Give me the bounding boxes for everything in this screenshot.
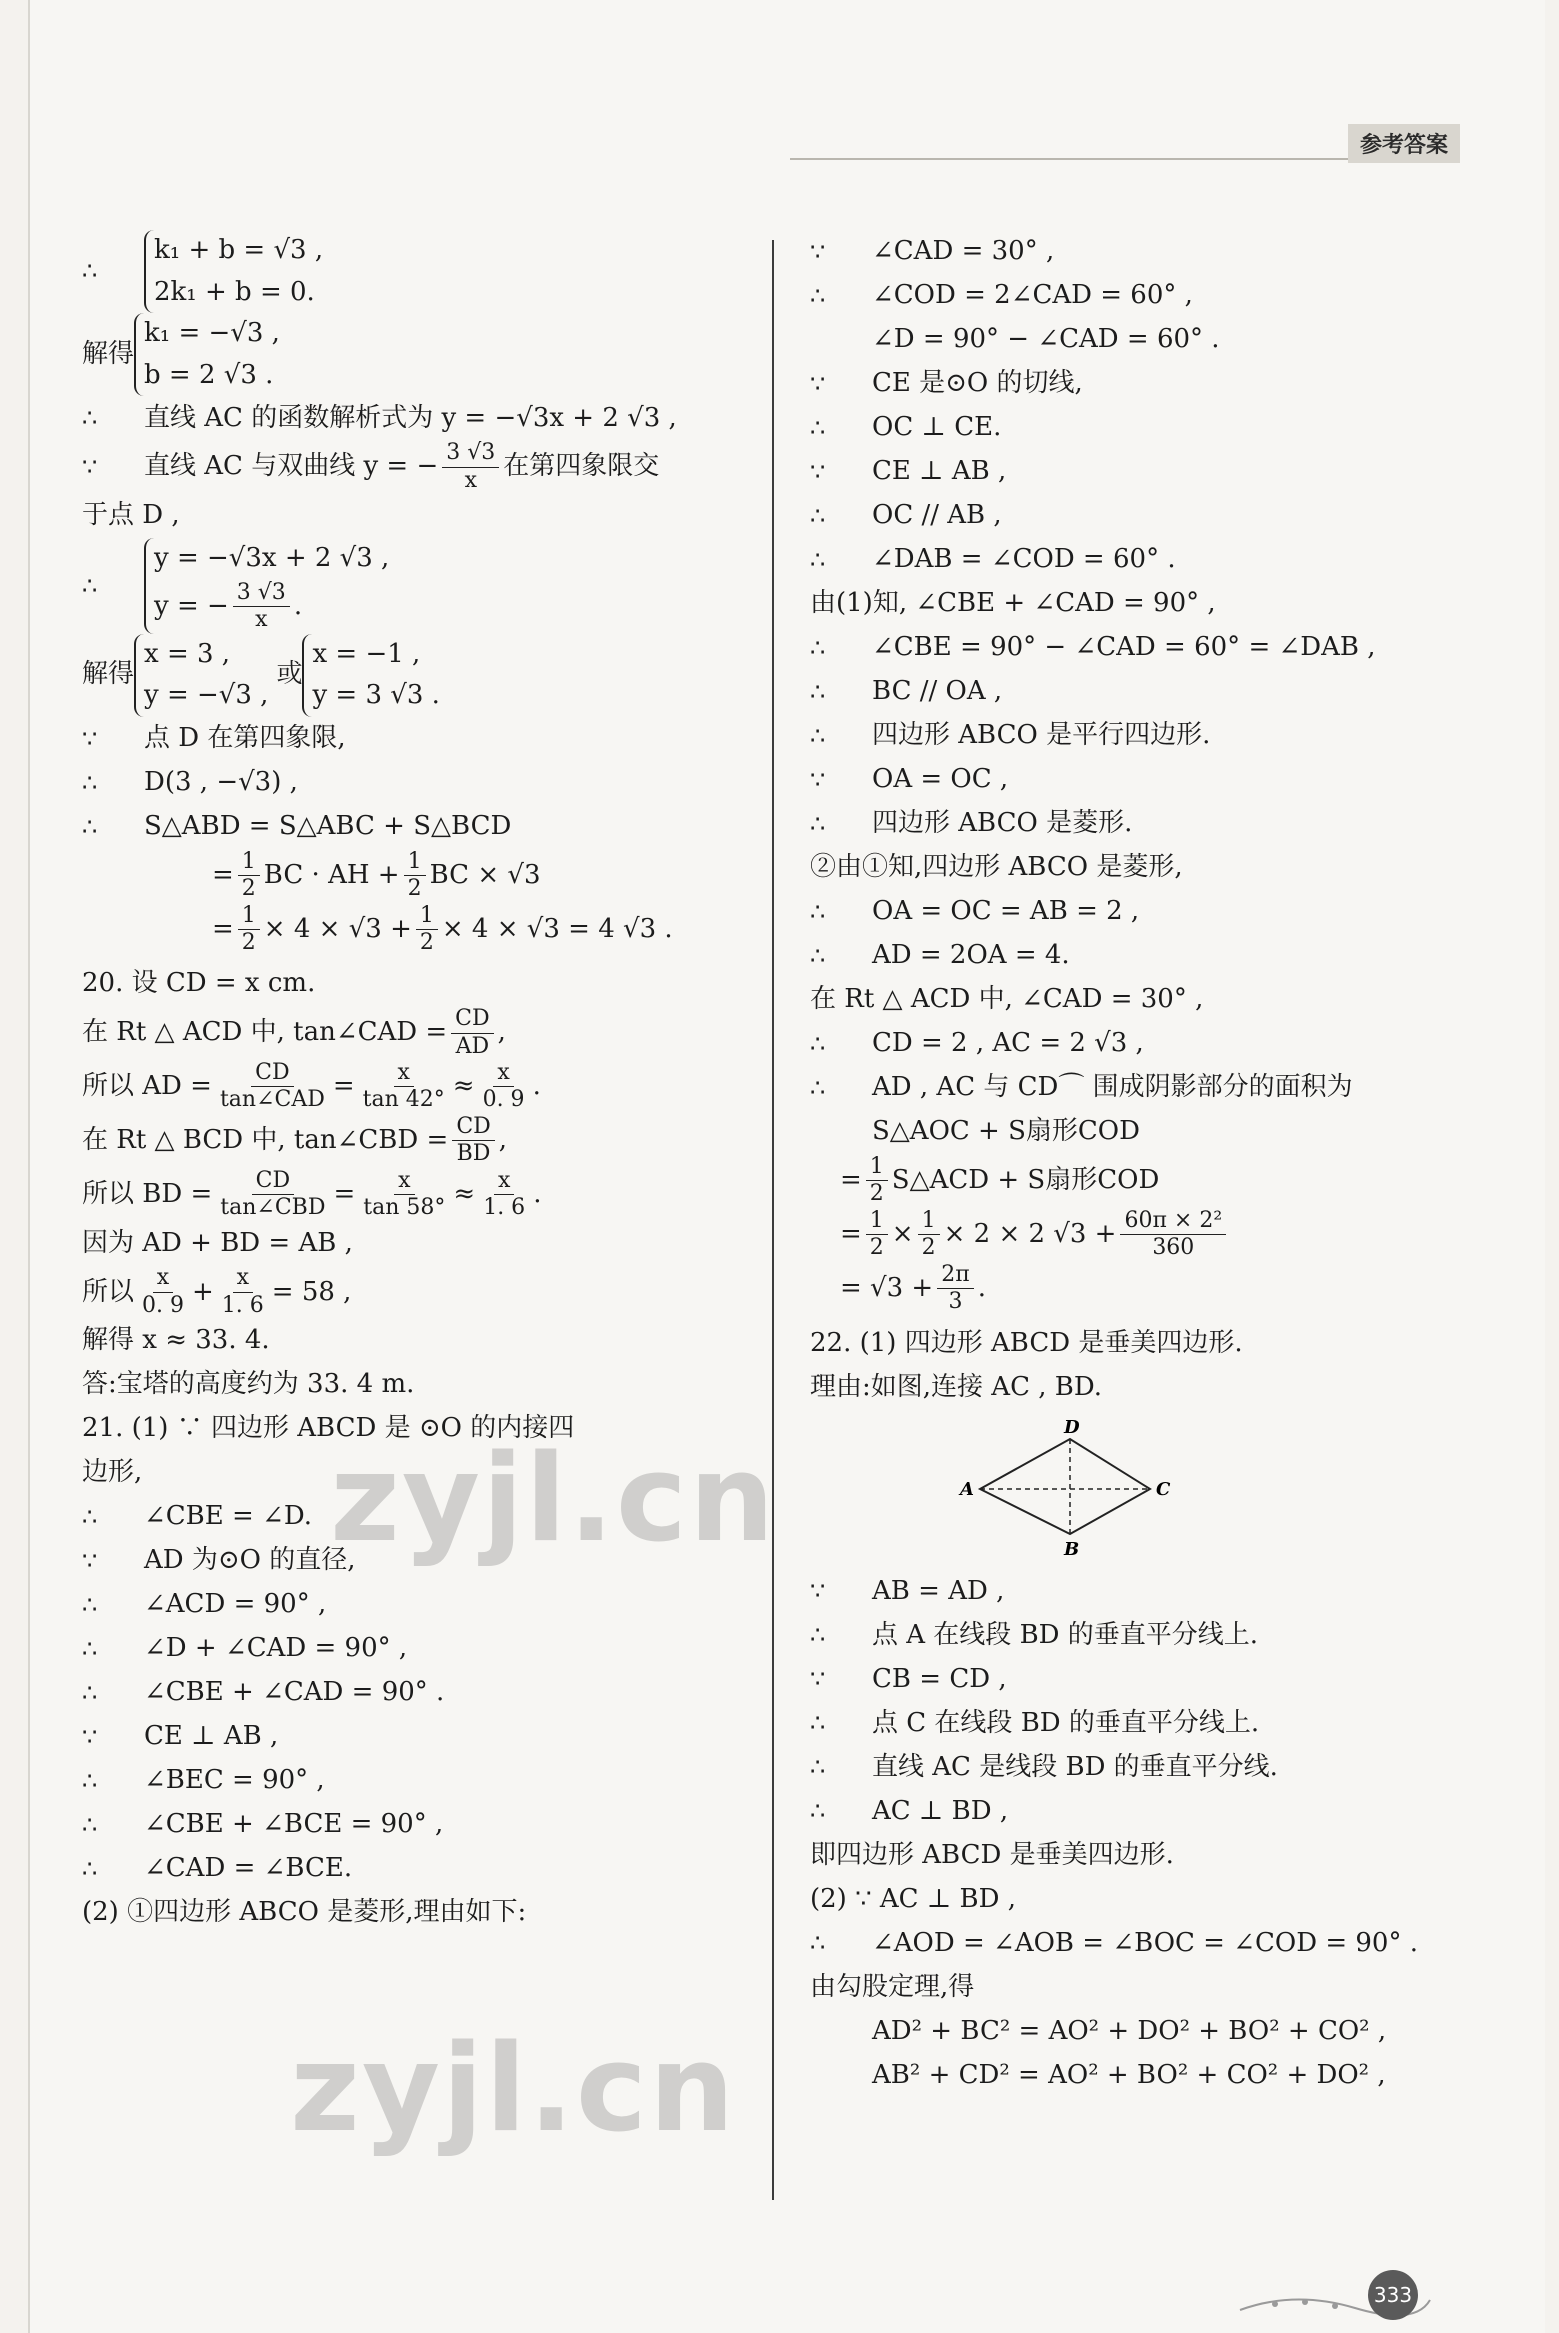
equation: k₁ + b = √3 , bbox=[154, 235, 324, 265]
numerator: x bbox=[233, 1265, 253, 1292]
therefore-symbol: ∴ bbox=[82, 1590, 98, 1619]
numerator: 3 √3 bbox=[233, 580, 290, 607]
therefore-symbol: ∴ bbox=[82, 571, 98, 600]
text-line bbox=[810, 1965, 1500, 2009]
denominator: 0. 9 bbox=[482, 1087, 525, 1113]
therefore-symbol: ∴ bbox=[82, 1810, 98, 1839]
text: 点 C 在线段 BD 的垂直平分线上. bbox=[872, 1707, 1260, 1738]
text-line bbox=[810, 1745, 1500, 1789]
equation: y = −√3x + 2 √3 , bbox=[154, 543, 390, 574]
therefore-symbol: ∴ bbox=[810, 1029, 826, 1058]
therefore-symbol: ∴ bbox=[82, 1854, 98, 1883]
text: CB = CD , bbox=[872, 1663, 1007, 1694]
text: ≈ bbox=[452, 1071, 475, 1102]
text-line bbox=[810, 846, 1500, 890]
fraction bbox=[937, 1262, 973, 1316]
text-line bbox=[82, 805, 722, 849]
text: ∠CBE = 90° − ∠CAD = 60° = ∠DAB , bbox=[872, 632, 1376, 663]
text: . bbox=[977, 1272, 986, 1303]
text-line bbox=[82, 1627, 722, 1671]
equation: y = −√3 , bbox=[144, 680, 269, 711]
brace-system bbox=[134, 634, 268, 717]
text: S△ABD = S△ABC + S△BCD bbox=[144, 810, 512, 841]
text: 解得 x ≈ 33. 4. bbox=[82, 1325, 270, 1356]
therefore-symbol: ∴ bbox=[810, 633, 826, 662]
page-header bbox=[790, 118, 1460, 160]
fraction bbox=[404, 849, 426, 903]
text-line bbox=[810, 934, 1500, 978]
denominator: 360 bbox=[1152, 1235, 1195, 1261]
text-line bbox=[810, 1701, 1500, 1745]
text-line bbox=[810, 362, 1500, 406]
text: 解得 bbox=[82, 659, 135, 690]
problem-22-heading bbox=[810, 1321, 1500, 1365]
text-line bbox=[810, 450, 1500, 494]
numerator: 1 bbox=[238, 849, 260, 876]
text-line bbox=[810, 758, 1500, 802]
text: 由(1)知, ∠CBE + ∠CAD = 90° , bbox=[810, 588, 1216, 619]
text: ∠ACD = 90° , bbox=[144, 1589, 327, 1620]
math-line bbox=[810, 2009, 1500, 2053]
text-line bbox=[810, 538, 1500, 582]
text: AD² + BC² = AO² + DO² + BO² + CO² , bbox=[872, 2015, 1387, 2046]
equation: 2k₁ + b = 0. bbox=[154, 276, 315, 307]
math-line bbox=[82, 1060, 722, 1114]
text: , bbox=[497, 1017, 506, 1048]
text-line bbox=[810, 274, 1500, 318]
text-line bbox=[810, 1833, 1500, 1877]
text-line bbox=[82, 1847, 722, 1891]
numerator: 1 bbox=[238, 903, 260, 930]
fraction bbox=[238, 903, 260, 957]
text-line bbox=[810, 1569, 1500, 1613]
text-line bbox=[810, 582, 1500, 626]
text: ∠BEC = 90° , bbox=[144, 1765, 325, 1796]
fraction bbox=[451, 1006, 493, 1060]
text: BC · AH + bbox=[263, 859, 400, 890]
numerator: 60π × 2² bbox=[1120, 1208, 1226, 1235]
text-line bbox=[810, 1789, 1500, 1833]
denominator: x bbox=[255, 607, 268, 633]
therefore-symbol: ∴ bbox=[810, 1709, 826, 1738]
text-line bbox=[82, 1803, 722, 1847]
text-line bbox=[810, 1921, 1500, 1965]
text: (2) ①四边形 ABCO 是菱形,理由如下: bbox=[82, 1897, 527, 1928]
text-line bbox=[810, 1022, 1500, 1066]
therefore-symbol: ∴ bbox=[810, 941, 826, 970]
fraction bbox=[1120, 1208, 1226, 1262]
text: CE 是⊙O 的切线, bbox=[872, 368, 1083, 399]
kite-diagram bbox=[950, 1419, 1190, 1559]
fraction bbox=[359, 1060, 449, 1114]
text: 在 Rt △ ACD 中, ∠CAD = 30° , bbox=[810, 984, 1204, 1015]
numerator: 1 bbox=[866, 1154, 888, 1181]
text: . bbox=[533, 1178, 542, 1209]
text: ∠CBE + ∠BCE = 90° , bbox=[144, 1809, 444, 1840]
text: y = − bbox=[154, 590, 229, 621]
label-a: A bbox=[960, 1479, 974, 1501]
fraction bbox=[416, 903, 438, 957]
text: + bbox=[192, 1276, 214, 1307]
text-line bbox=[810, 318, 1500, 362]
text: ∠AOD = ∠AOB = ∠BOC = ∠COD = 90° . bbox=[872, 1927, 1418, 1958]
text: = bbox=[333, 1178, 356, 1209]
therefore-symbol: ∴ bbox=[810, 413, 826, 442]
fraction bbox=[218, 1265, 268, 1319]
numerator: 1 bbox=[918, 1208, 940, 1235]
text-line bbox=[82, 1715, 722, 1759]
text: OA = OC , bbox=[872, 764, 1009, 795]
text-line bbox=[810, 1657, 1500, 1701]
text-line bbox=[82, 761, 722, 805]
equation: k₁ = −√3 , bbox=[144, 318, 280, 349]
text-line bbox=[82, 494, 722, 538]
therefore-symbol: ∴ bbox=[810, 721, 826, 750]
text: S△ACD + S扇形COD bbox=[891, 1165, 1160, 1196]
text: ∠DAB = ∠COD = 60° . bbox=[872, 544, 1176, 575]
text: 理由:如图,连接 AC , BD. bbox=[810, 1371, 1103, 1402]
brace-system bbox=[134, 313, 280, 396]
text: × 4 × √3 + bbox=[263, 913, 412, 944]
text: CE ⊥ AB , bbox=[872, 456, 1007, 487]
fraction bbox=[138, 1265, 188, 1319]
text: AD , AC 与 CD⌒ 围成阴影部分的面积为 bbox=[872, 1072, 1353, 1103]
because-symbol: ∵ bbox=[810, 1665, 826, 1694]
therefore-symbol: ∴ bbox=[810, 1929, 826, 1958]
text-line bbox=[810, 1613, 1500, 1657]
denominator: 2 bbox=[869, 1181, 884, 1207]
therefore-symbol: ∴ bbox=[82, 812, 98, 841]
numerator: x bbox=[394, 1060, 414, 1087]
text-line bbox=[82, 1221, 722, 1265]
denominator: 2 bbox=[241, 876, 256, 902]
text: = bbox=[332, 1071, 355, 1102]
fraction bbox=[866, 1154, 888, 1208]
math-line bbox=[82, 849, 722, 903]
because-symbol: ∵ bbox=[82, 724, 98, 753]
therefore-symbol: ∴ bbox=[810, 1753, 826, 1782]
denominator: 2 bbox=[921, 1235, 936, 1261]
fraction bbox=[216, 1060, 329, 1114]
problem-20-heading bbox=[82, 962, 722, 1006]
text: ≈ bbox=[453, 1178, 476, 1209]
text: . bbox=[532, 1071, 541, 1102]
text: 点 A 在线段 BD 的垂直平分线上. bbox=[872, 1619, 1259, 1650]
text: ∠CBE = ∠D. bbox=[144, 1501, 313, 1532]
text: OC // AB , bbox=[872, 500, 1002, 531]
text: ②由①知,四边形 ABCO 是菱形, bbox=[810, 852, 1183, 883]
denominator: x bbox=[464, 467, 477, 493]
label-d: D bbox=[1064, 1419, 1080, 1439]
watermark: zyjl.cn bbox=[290, 2020, 737, 2159]
denominator: 2 bbox=[869, 1235, 884, 1261]
text-line bbox=[810, 978, 1500, 1022]
numerator: 1 bbox=[404, 849, 426, 876]
fraction bbox=[479, 1060, 529, 1114]
text: = 58 , bbox=[271, 1276, 352, 1307]
because-symbol: ∵ bbox=[82, 1546, 98, 1575]
numerator: 3 √3 bbox=[442, 440, 499, 467]
therefore-symbol: ∴ bbox=[810, 281, 826, 310]
text-line bbox=[810, 802, 1500, 846]
watermark: zyjl.cn bbox=[330, 1430, 777, 1569]
text: = bbox=[212, 859, 234, 890]
therefore-symbol: ∴ bbox=[810, 677, 826, 706]
text-line bbox=[810, 230, 1500, 274]
denominator: tan∠CAD bbox=[219, 1087, 325, 1113]
math-line bbox=[82, 1168, 722, 1222]
equation bbox=[154, 580, 389, 634]
text: 直线 AC 是线段 BD 的垂直平分线. bbox=[872, 1751, 1278, 1782]
text-line bbox=[810, 406, 1500, 450]
therefore-symbol: ∴ bbox=[810, 1621, 826, 1650]
equation: y = 3 √3 . bbox=[312, 680, 440, 711]
eq-system-1 bbox=[82, 230, 722, 313]
text-line bbox=[810, 670, 1500, 714]
therefore-symbol: ∴ bbox=[82, 1634, 98, 1663]
numerator: 2π bbox=[937, 1262, 973, 1289]
therefore-symbol: ∴ bbox=[810, 897, 826, 926]
fraction bbox=[479, 1168, 529, 1222]
equation: x = 3 , bbox=[144, 638, 231, 669]
label-b: B bbox=[1064, 1539, 1080, 1560]
therefore-symbol: ∴ bbox=[82, 257, 98, 286]
text: 20. 设 CD = x cm. bbox=[82, 968, 316, 999]
text: × 4 × √3 = 4 √3 . bbox=[441, 913, 673, 944]
text: BC // OA , bbox=[872, 676, 1003, 707]
text: AB = AD , bbox=[872, 1575, 1005, 1606]
solution-2 bbox=[82, 634, 722, 717]
text: = bbox=[840, 1165, 862, 1196]
equation: b = 2 √3 . bbox=[144, 359, 274, 390]
header-tag: 参考答案 bbox=[1348, 124, 1460, 163]
math-line bbox=[810, 1208, 1500, 1262]
solution-1 bbox=[82, 313, 722, 396]
text-line bbox=[82, 440, 722, 494]
math-line bbox=[810, 2053, 1500, 2097]
brace-system bbox=[144, 230, 323, 313]
therefore-symbol: ∴ bbox=[82, 768, 98, 797]
therefore-symbol: ∴ bbox=[810, 545, 826, 574]
fraction bbox=[238, 849, 260, 903]
numerator: CD bbox=[451, 1006, 493, 1033]
because-symbol: ∵ bbox=[810, 457, 826, 486]
text: . bbox=[293, 590, 303, 621]
text: , bbox=[498, 1124, 508, 1155]
denominator: 1. 6 bbox=[221, 1292, 264, 1318]
because-symbol: ∵ bbox=[82, 453, 98, 482]
therefore-symbol: ∴ bbox=[810, 501, 826, 530]
therefore-symbol: ∴ bbox=[82, 1766, 98, 1795]
text: OC ⊥ CE. bbox=[872, 412, 1002, 443]
text: S△AOC + S扇形COD bbox=[872, 1116, 1140, 1147]
therefore-symbol: ∴ bbox=[810, 809, 826, 838]
text: 或 bbox=[276, 659, 303, 690]
denominator: 0. 9 bbox=[142, 1292, 184, 1318]
text: ∠CAD = ∠BCE. bbox=[144, 1853, 353, 1884]
numerator: CD bbox=[251, 1060, 293, 1087]
text: OA = OC = AB = 2 , bbox=[872, 896, 1140, 927]
text-line bbox=[82, 1319, 722, 1363]
text: 于点 D , bbox=[82, 500, 180, 531]
math-line bbox=[810, 1154, 1500, 1208]
left-column bbox=[82, 230, 722, 1935]
text: 直线 AC 与双曲线 y = − bbox=[144, 451, 439, 482]
denominator: 3 bbox=[948, 1288, 963, 1314]
text: ∠D + ∠CAD = 90° , bbox=[144, 1633, 408, 1664]
math-line bbox=[810, 1110, 1500, 1154]
because-symbol: ∵ bbox=[810, 237, 826, 266]
text-line bbox=[810, 1365, 1500, 1409]
numerator: 1 bbox=[416, 903, 438, 930]
denominator: BD bbox=[456, 1141, 491, 1167]
fraction bbox=[918, 1208, 940, 1262]
text: ∠D = 90° − ∠CAD = 60° . bbox=[872, 324, 1220, 355]
text: = bbox=[212, 913, 234, 944]
text: CD = 2 , AC = 2 √3 , bbox=[872, 1028, 1144, 1059]
because-symbol: ∵ bbox=[810, 369, 826, 398]
text: 即四边形 ABCD 是垂美四边形. bbox=[810, 1839, 1174, 1870]
text-line bbox=[810, 714, 1500, 758]
text: 所以 bbox=[82, 1276, 135, 1307]
text: = bbox=[840, 1218, 862, 1249]
fraction bbox=[216, 1168, 329, 1222]
text: 答:宝塔的高度约为 33. 4 m. bbox=[82, 1369, 415, 1400]
text-line bbox=[82, 717, 722, 761]
text: 四边形 ABCO 是平行四边形. bbox=[872, 720, 1211, 751]
column-divider bbox=[772, 240, 774, 2200]
because-symbol: ∵ bbox=[810, 765, 826, 794]
denominator: tan 42° bbox=[362, 1087, 445, 1113]
therefore-symbol: ∴ bbox=[82, 1502, 98, 1531]
page-number: 333 bbox=[1368, 2270, 1418, 2320]
fraction bbox=[866, 1208, 888, 1262]
text: AB² + CD² = AO² + BO² + CO² + DO² , bbox=[872, 2059, 1386, 2090]
fraction bbox=[233, 580, 290, 634]
math-line bbox=[810, 1262, 1500, 1316]
text: ∠CBE + ∠CAD = 90° . bbox=[144, 1677, 445, 1708]
text: 点 D 在第四象限, bbox=[144, 722, 346, 753]
text: (2) ∵ AC ⊥ BD , bbox=[810, 1883, 1017, 1914]
text-line bbox=[82, 1363, 722, 1407]
text-line bbox=[810, 626, 1500, 670]
text: × 2 × 2 √3 + bbox=[943, 1218, 1117, 1249]
text: 在 Rt △ ACD 中, tan∠CAD = bbox=[82, 1017, 448, 1048]
math-line bbox=[82, 903, 722, 957]
text-line bbox=[82, 396, 722, 440]
denominator: 2 bbox=[407, 876, 422, 902]
text: 边形, bbox=[82, 1457, 143, 1488]
text-line bbox=[810, 494, 1500, 538]
numerator: CD bbox=[452, 1114, 494, 1141]
therefore-symbol: ∴ bbox=[810, 1073, 826, 1102]
numerator: x bbox=[153, 1265, 173, 1292]
text: 因为 AD + BD = AB , bbox=[82, 1227, 353, 1258]
text: = √3 + bbox=[840, 1272, 934, 1303]
denominator: AD bbox=[455, 1033, 490, 1059]
text: 直线 AC 的函数解析式为 y = −√3x + 2 √3 , bbox=[144, 402, 677, 433]
text-line bbox=[82, 1759, 722, 1803]
therefore-symbol: ∴ bbox=[82, 404, 98, 433]
text-line bbox=[810, 1877, 1500, 1921]
math-line bbox=[82, 1265, 722, 1319]
fraction bbox=[452, 1114, 494, 1168]
brace-system bbox=[144, 538, 389, 633]
kite-outline bbox=[980, 1439, 1150, 1534]
text-line bbox=[810, 890, 1500, 934]
text: 21. (1) ∵ 四边形 ABCD 是 ⊙O 的内接四 bbox=[82, 1413, 575, 1444]
numerator: CD bbox=[252, 1168, 294, 1195]
eq-system-2 bbox=[82, 538, 722, 633]
because-symbol: ∵ bbox=[82, 1722, 98, 1751]
text: 由勾股定理,得 bbox=[810, 1971, 975, 2002]
math-line bbox=[82, 1006, 722, 1060]
text: 22. (1) 四边形 ABCD 是垂美四边形. bbox=[810, 1327, 1243, 1358]
text: × bbox=[891, 1218, 914, 1249]
equation: x = −1 , bbox=[312, 638, 421, 669]
denominator: tan 58° bbox=[363, 1195, 446, 1221]
numerator: x bbox=[394, 1168, 414, 1195]
numerator: x bbox=[493, 1060, 513, 1087]
fraction bbox=[359, 1168, 449, 1222]
text: AD 为⊙O 的直径, bbox=[144, 1545, 356, 1576]
numerator: x bbox=[494, 1168, 514, 1195]
numerator: 1 bbox=[866, 1208, 888, 1235]
text: 在 Rt △ BCD 中, tan∠CBD = bbox=[82, 1124, 449, 1155]
denominator: tan∠CBD bbox=[220, 1195, 326, 1221]
text: AC ⊥ BD , bbox=[872, 1795, 1009, 1826]
text: 在第四象限交 bbox=[503, 451, 660, 482]
denominator: 2 bbox=[419, 929, 434, 955]
text: 四边形 ABCO 是菱形. bbox=[872, 808, 1133, 839]
right-column bbox=[810, 230, 1500, 2097]
denominator: 2 bbox=[241, 929, 256, 955]
brace-system bbox=[302, 634, 439, 717]
text: ∠CAD = 30° , bbox=[872, 236, 1055, 267]
text: 解得 bbox=[82, 338, 135, 369]
text: AD = 2OA = 4. bbox=[872, 940, 1070, 971]
therefore-symbol: ∴ bbox=[82, 1678, 98, 1707]
text: ∠COD = 2∠CAD = 60° , bbox=[872, 280, 1193, 311]
text-line bbox=[82, 1671, 722, 1715]
math-line bbox=[82, 1114, 722, 1168]
text-line bbox=[810, 1066, 1500, 1110]
text-line bbox=[82, 1891, 722, 1935]
text: 所以 AD = bbox=[82, 1071, 212, 1102]
text: D(3 , −√3) , bbox=[144, 766, 298, 797]
text: CE ⊥ AB , bbox=[144, 1721, 279, 1752]
text: BC × √3 bbox=[429, 859, 541, 890]
denominator: 1. 6 bbox=[483, 1195, 526, 1221]
text: 所以 BD = bbox=[82, 1178, 213, 1209]
fraction bbox=[442, 440, 499, 494]
therefore-symbol: ∴ bbox=[810, 1797, 826, 1826]
label-c: C bbox=[1156, 1479, 1171, 1501]
because-symbol: ∵ bbox=[810, 1577, 826, 1606]
text-line bbox=[82, 1583, 722, 1627]
